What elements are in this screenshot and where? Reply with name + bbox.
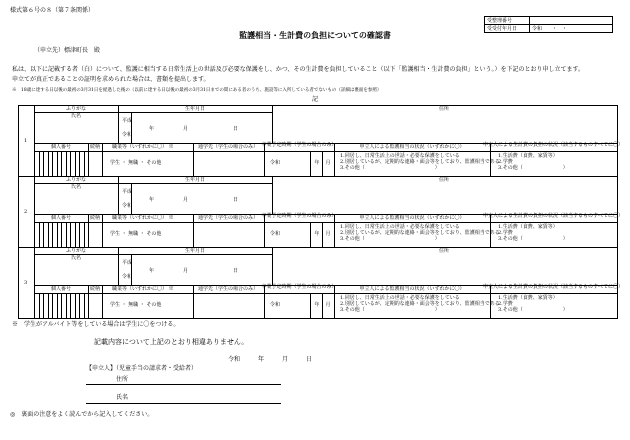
- day-label: 日: [233, 197, 239, 203]
- pn-box-divider: [66, 222, 67, 247]
- month-label: 月: [183, 197, 189, 203]
- pn-rel-divider: [88, 143, 89, 176]
- pn-box-divider: [70, 293, 71, 318]
- graduation-label: 卒業予定時期（学生の場合のみ）: [261, 284, 337, 290]
- era-reiwa: 令和: [122, 203, 133, 209]
- status-option-2: 2.別居しているが、定期的な連絡・面会等をしており、監護相当である: [340, 230, 500, 236]
- pn-box-divider: [52, 151, 53, 176]
- pn-box-divider: [70, 222, 71, 247]
- declaration-text: 記載内容について上記のとおり相違ありません。: [94, 338, 249, 346]
- status-option-3: 3.その他（ ）: [340, 236, 440, 242]
- applicant-name-label: 氏名: [116, 394, 129, 401]
- birthdate-label: 生年月日: [184, 177, 206, 183]
- ki-label: 記: [311, 96, 319, 103]
- rel-occ-divider: [102, 285, 103, 318]
- pn-box-divider: [84, 151, 85, 176]
- pn-box-divider: [43, 151, 44, 176]
- pn-box-divider: [48, 222, 49, 247]
- year-label: 年: [149, 197, 155, 203]
- personal-number-label: 個人番号: [50, 286, 72, 292]
- era-divider: [131, 254, 132, 285]
- graduation-label: 卒業予定時期（学生の場合のみ）: [261, 142, 337, 148]
- occupation-head-suffix: ※: [168, 215, 174, 221]
- graduation-year: 年: [314, 302, 320, 308]
- name-label: 氏名: [70, 184, 82, 190]
- status-header: 申立人による監護相当の状況（いずれかに〇）: [359, 215, 465, 221]
- month-label: 月: [183, 126, 189, 132]
- declaration-date[interactable]: 令和 年 月 日: [228, 356, 313, 363]
- pn-box-divider: [39, 222, 40, 247]
- cost-option-3: 3.その他（ ）: [498, 236, 568, 242]
- pn-box-divider: [52, 222, 53, 247]
- pn-box-divider: [84, 293, 85, 318]
- applicant-name-line[interactable]: [86, 403, 281, 404]
- occ-school-divider: [193, 214, 194, 247]
- occ-school-divider: [193, 285, 194, 318]
- bottom-header-line: [34, 151, 617, 152]
- student-note: ※ 学生がアルバイト等をしている場合は学生に〇をつける。: [12, 321, 180, 328]
- school-label: 通学先（学生の場合のみ）: [197, 144, 259, 150]
- personal-number-label: 個人番号: [50, 144, 72, 150]
- graduation-month: 月: [325, 160, 331, 166]
- birth-address-divider: [272, 105, 273, 143]
- relationship-label: 続柄: [89, 144, 101, 150]
- status-option-2: 2.別居しているが、定期的な連絡・面会等をしており、監護相当である: [340, 159, 500, 165]
- occupation-head-text: 職業等（いずれかに〇）: [112, 144, 168, 150]
- grad-inner-2: [322, 222, 323, 247]
- cost-header: 申立人による生計費の負担の状況（該当するものすべてに〇）: [483, 213, 623, 219]
- birth-header-line: [118, 254, 272, 255]
- table-border-top: [18, 105, 617, 106]
- birth-header-line: [118, 183, 272, 184]
- status-option-1: 1.同居し、日常生活上の世話・必要な保護をしている: [340, 224, 460, 230]
- pn-box-divider: [39, 293, 40, 318]
- cost-header: 申立人による生計費の負担の状況（該当するものすべてに〇）: [483, 142, 623, 148]
- name-birth-divider: [118, 247, 119, 285]
- grad-inner-2: [322, 293, 323, 318]
- birth-header-line: [118, 112, 272, 113]
- receipt-number-field[interactable]: [530, 17, 613, 25]
- birth-address-divider: [272, 247, 273, 285]
- pn-box-divider: [66, 151, 67, 176]
- pn-rel-divider: [88, 285, 89, 318]
- pn-box-divider: [48, 151, 49, 176]
- grad-inner-1: [310, 151, 311, 176]
- receipt-date-label: 受受付年月日: [485, 25, 530, 33]
- row-number-2: 2: [24, 208, 28, 215]
- graduation-month: 月: [325, 231, 331, 237]
- cost-option-3: 3.その他（ ）: [498, 307, 568, 313]
- pn-box-divider: [75, 151, 76, 176]
- pn-box-divider: [61, 222, 62, 247]
- era-heisei: 平成: [122, 260, 133, 266]
- era-divider: [131, 183, 132, 214]
- cost-option-1: 1.生活費（食費、家賃等）: [498, 295, 558, 301]
- occupation-options: 学生 ・ 無職 ・ その他: [110, 160, 162, 166]
- day-label: 日: [233, 126, 239, 132]
- grad-inner-1: [310, 293, 311, 318]
- relationship-label: 続柄: [89, 215, 101, 221]
- applicant-address-label: 住所: [116, 376, 129, 383]
- pn-box-divider: [57, 293, 58, 318]
- year-label: 年: [149, 126, 155, 132]
- status-option-1: 1.同居し、日常生活上の世話・必要な保護をしている: [340, 295, 460, 301]
- row-number-divider: [34, 105, 35, 318]
- pn-box-divider: [39, 151, 40, 176]
- occupation-options: 学生 ・ 無職 ・ その他: [110, 302, 162, 308]
- eligibility-note: ※ 18歳に達する日以後の最初の3月31日を経過した後の（以前に達する日以後の最初の3月31日までの間にある者のうち、施設等に入所している者でないもの（詳細は裏面を参照）: [12, 88, 382, 93]
- row-separator: [18, 247, 617, 248]
- birthdate-label: 生年月日: [184, 248, 206, 254]
- birth-address-divider: [272, 176, 273, 214]
- day-label: 日: [233, 268, 239, 274]
- pn-box-divider: [84, 222, 85, 247]
- person-table: [18, 105, 623, 318]
- status-header: 申立人による監護相当の状況（いずれかに〇）: [359, 144, 465, 150]
- pn-rel-divider: [88, 214, 89, 247]
- month-label: 月: [183, 268, 189, 274]
- bottom-header-line: [34, 293, 617, 294]
- row-number-1: 1: [24, 137, 28, 144]
- occupation-header: [112, 215, 174, 221]
- status-header: 申立人による監護相当の状況（いずれかに〇）: [359, 286, 465, 292]
- pn-box-divider: [57, 222, 58, 247]
- status-option-3: 3.その他（ ）: [340, 165, 440, 171]
- pn-box-divider: [43, 293, 44, 318]
- graduation-label: 卒業予定時期（学生の場合のみ）: [261, 213, 337, 219]
- occupation-head-suffix: ※: [168, 144, 174, 150]
- grad-inner-1: [310, 222, 311, 247]
- pn-box-divider: [79, 222, 80, 247]
- applicant-label: 【申立人】（児童手当の請求者・受給者）: [86, 365, 198, 372]
- applicant-address-line[interactable]: [86, 384, 281, 385]
- era-reiwa: 令和: [122, 274, 133, 280]
- intro-line-1: 私は、以下に記載する者（白）について、監護に相当する日常生活上の世話及び必要な保護をし、かつ、その生計費を負担していること（以下「監護相当・生計費の負担」という。）を下記のとおり申し立てます。: [12, 66, 585, 73]
- addressee-name: 標津町長 殿: [64, 47, 101, 54]
- receipt-date-field[interactable]: 令和 ・ ・: [530, 25, 613, 33]
- page-title: 監護相当・生計費の負担についての確認書: [239, 30, 391, 40]
- name-birth-divider: [118, 105, 119, 143]
- occupation-header: [112, 144, 174, 150]
- occupation-head-text: 職業等（いずれかに〇）: [112, 215, 168, 221]
- form-number: 様式第６号の８（第７条関係）: [10, 7, 95, 14]
- occupation-header: [112, 286, 174, 292]
- bottom-header-line: [34, 222, 617, 223]
- receipt-box: [484, 16, 613, 33]
- birthdate-label: 生年月日: [184, 106, 206, 112]
- graduation-year: 年: [314, 160, 320, 166]
- pn-box-divider: [43, 222, 44, 247]
- address-label: 住所: [438, 248, 450, 254]
- era-heisei: 平成: [122, 118, 133, 124]
- cost-option-2: 2.学費: [498, 159, 513, 165]
- occ-school-divider: [193, 143, 194, 176]
- pn-box-divider: [52, 293, 53, 318]
- name-birth-divider: [118, 176, 119, 214]
- graduation-era: 令和: [270, 160, 281, 166]
- cost-option-1: 1.生活費（食費、家賃等）: [498, 224, 558, 230]
- table-border-left: [18, 105, 19, 318]
- pn-box-divider: [79, 293, 80, 318]
- occupation-options: 学生 ・ 無職 ・ その他: [110, 231, 162, 237]
- cost-header: 申立人による生計費の負担の状況（該当するものすべてに〇）: [483, 284, 623, 290]
- pn-box-divider: [57, 151, 58, 176]
- addressee: [34, 47, 100, 54]
- addressee-prefix: （申立先）: [34, 47, 65, 54]
- pn-box-divider: [61, 293, 62, 318]
- cost-option-3: 3.その他（ ）: [498, 165, 568, 171]
- cost-option-1: 1.生活費（食費、家賃等）: [498, 153, 558, 159]
- school-label: 通学先（学生の場合のみ）: [197, 215, 259, 221]
- graduation-era: 令和: [270, 302, 281, 308]
- furigana-label: ふりがな: [65, 106, 87, 112]
- relationship-label: 続柄: [89, 286, 101, 292]
- pn-box-divider: [66, 293, 67, 318]
- status-option-1: 1.同居し、日常生活上の世話・必要な保護をしている: [340, 153, 460, 159]
- graduation-year: 年: [314, 231, 320, 237]
- row-number-3: 3: [24, 279, 28, 286]
- name-label: 氏名: [70, 113, 82, 119]
- status-option-2: 2.別居しているが、定期的な連絡・面会等をしており、監護相当である: [340, 301, 500, 307]
- year-label: 年: [149, 268, 155, 274]
- pn-box-divider: [75, 222, 76, 247]
- personal-number-label: 個人番号: [50, 215, 72, 221]
- name-label: 氏名: [70, 255, 82, 261]
- rel-occ-divider: [102, 143, 103, 176]
- grad-inner-2: [322, 151, 323, 176]
- pn-box-divider: [61, 151, 62, 176]
- pn-box-divider: [79, 151, 80, 176]
- pn-box-divider: [48, 293, 49, 318]
- address-label: 住所: [438, 106, 450, 112]
- era-reiwa: 令和: [122, 132, 133, 138]
- era-divider: [131, 112, 132, 143]
- footer-note: ◎ 裏面の注意をよく読んでから記入してください。: [10, 411, 154, 418]
- furigana-label: ふりがな: [65, 177, 87, 183]
- status-option-3: 3.その他（ ）: [340, 307, 440, 313]
- row-separator: [18, 176, 617, 177]
- table-border-bottom: [18, 318, 618, 319]
- graduation-era: 令和: [270, 231, 281, 237]
- pn-box-divider: [70, 151, 71, 176]
- occupation-head-suffix: ※: [168, 286, 174, 292]
- receipt-number-label: 受整理番号: [485, 17, 530, 25]
- pn-box-divider: [75, 293, 76, 318]
- cost-option-2: 2.学費: [498, 301, 513, 307]
- furigana-label: ふりがな: [65, 248, 87, 254]
- rel-occ-divider: [102, 214, 103, 247]
- graduation-month: 月: [325, 302, 331, 308]
- cost-option-2: 2.学費: [498, 230, 513, 236]
- school-label: 通学先（学生の場合のみ）: [197, 286, 259, 292]
- address-label: 住所: [438, 177, 450, 183]
- era-heisei: 平成: [122, 189, 133, 195]
- occupation-head-text: 職業等（いずれかに〇）: [112, 286, 168, 292]
- intro-line-2: 申立てが真正であることの証明を求められた場合は、書類を提出します。: [12, 76, 210, 83]
